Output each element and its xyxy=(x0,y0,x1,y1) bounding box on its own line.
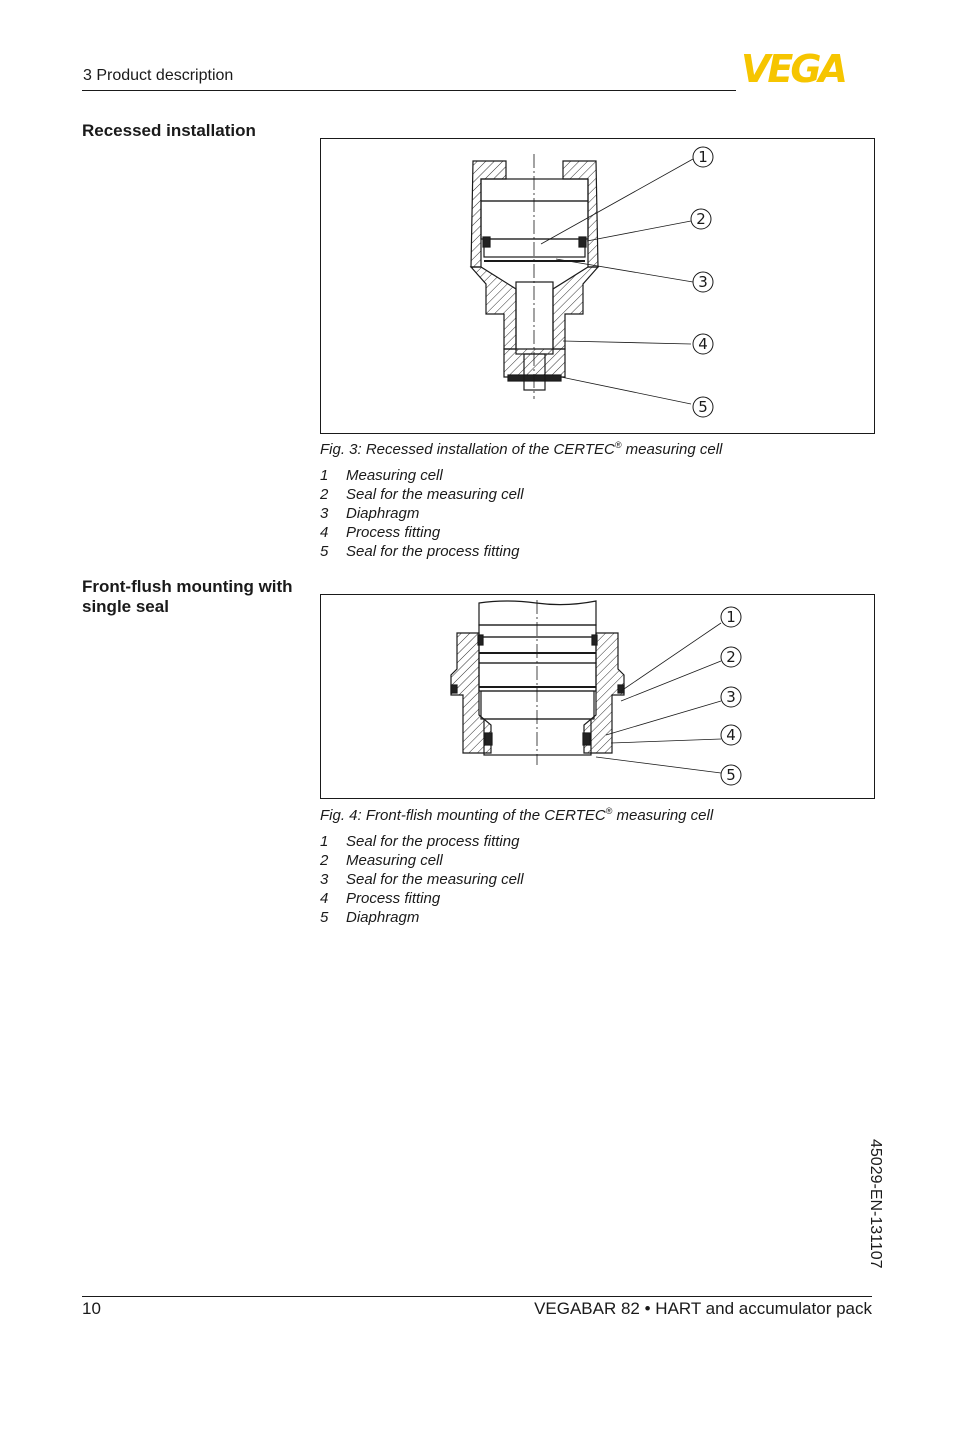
legend-item: 2 Seal for the measuring cell xyxy=(320,486,524,503)
callout-3: 3 xyxy=(698,273,708,291)
callout-1: 1 xyxy=(726,608,736,626)
figure-caption-front-flush: Fig. 4: Front-flish mounting of the CERTEC® measuring cell xyxy=(320,806,714,824)
legend-item: 4 Process fitting xyxy=(320,890,441,907)
callout-5: 5 xyxy=(698,398,708,416)
callout-2: 2 xyxy=(726,648,736,666)
legend-item: 1 Seal for the process fitting xyxy=(320,833,520,850)
legend-item: 2 Measuring cell xyxy=(320,852,443,869)
footer-rule xyxy=(82,1296,872,1297)
document-id: 45029-EN-131107 xyxy=(867,1139,884,1269)
legend-item: 3 Diaphragm xyxy=(320,505,420,522)
figure-front-flush-mounting xyxy=(320,594,875,799)
header-section-title: 3 Product description xyxy=(83,67,234,84)
legend-item: 1 Measuring cell xyxy=(320,467,443,484)
callout-1: 1 xyxy=(698,148,708,166)
legend-list-front-flush xyxy=(320,832,524,927)
drawing-recessed xyxy=(321,139,874,433)
callout-5: 5 xyxy=(726,766,736,784)
callout-3: 3 xyxy=(726,688,736,706)
section-heading-front-flush: Front-flush mounting with single seal xyxy=(82,577,293,616)
figure-caption-recessed: Fig. 3: Recessed installation of the CERTEC® measuring cell xyxy=(320,440,723,458)
legend-item: 3 Seal for the measuring cell xyxy=(320,871,524,888)
drawing-front-flush xyxy=(321,595,874,798)
logo-text: VEGA xyxy=(741,50,845,86)
callout-4: 4 xyxy=(726,726,736,744)
vega-logo xyxy=(741,50,873,86)
callout-4: 4 xyxy=(698,335,708,353)
figure-recessed-installation xyxy=(320,138,875,434)
legend-item: 4 Process fitting xyxy=(320,524,441,541)
section-heading-recessed: Recessed installation xyxy=(82,121,256,140)
legend-list-recessed xyxy=(320,466,524,561)
header-rule xyxy=(82,90,736,91)
footer-product-title: VEGABAR 82 • HART and accumulator pack xyxy=(534,1299,872,1318)
callout-2: 2 xyxy=(696,210,706,228)
page-number: 10 xyxy=(82,1299,101,1318)
legend-item: 5 Diaphragm xyxy=(320,909,420,926)
legend-item: 5 Seal for the process fitting xyxy=(320,543,520,560)
